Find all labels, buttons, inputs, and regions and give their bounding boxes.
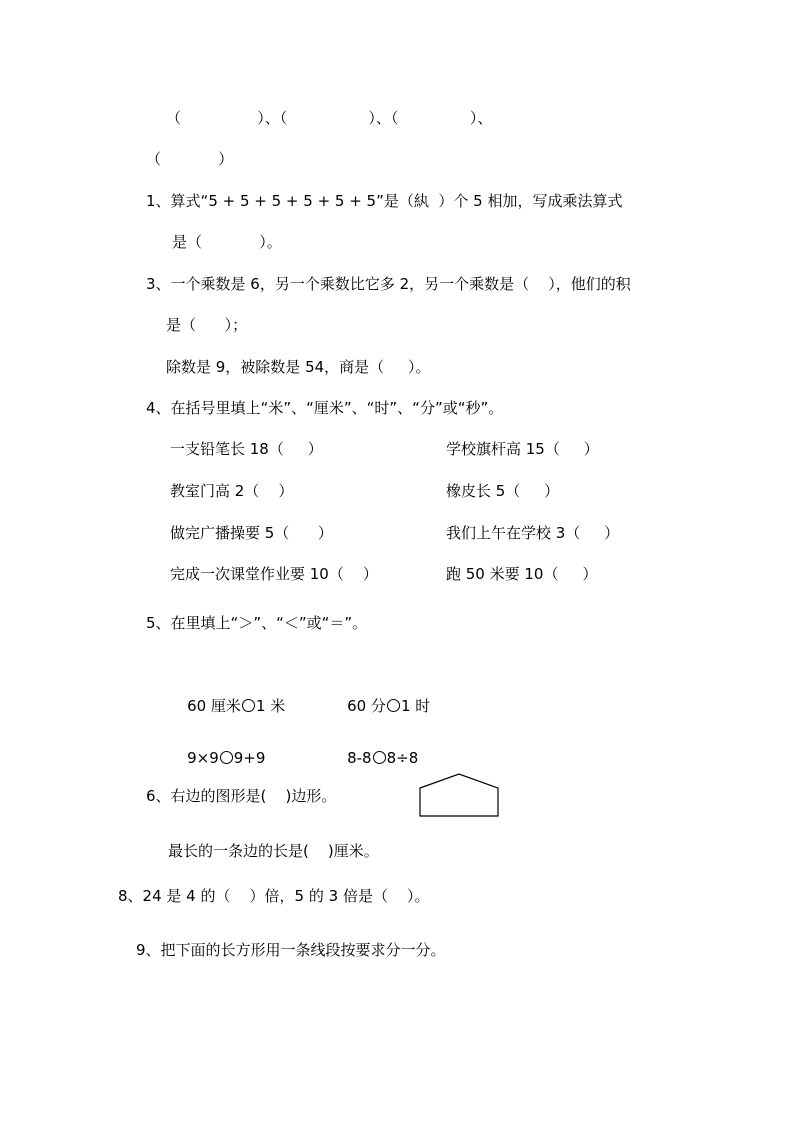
question-6-line-1: 6、右边的图形是( )边形。: [146, 787, 337, 805]
blank-row-2: （ ）: [146, 150, 234, 168]
circle-blank-icon: [242, 699, 255, 712]
comparison-right: 1 米: [255, 697, 286, 715]
comparison-right: 1 时: [400, 697, 431, 715]
question-4-title: 4、在括号里填上“米”、“厘米”、“时”、“分”或“秒”。: [146, 399, 504, 417]
comparison-3: [168, 728, 265, 788]
question-3-line-2: 是（ ）；: [166, 316, 248, 334]
comparison-2: [328, 676, 430, 736]
question-1-line-2: 是（ ）。: [172, 233, 282, 251]
comparison-1: [168, 676, 285, 736]
q4-item: 跑 50 米要 10（ ）: [446, 565, 598, 583]
question-9: 9、把下面的长方形用一条线段按要求分一分。: [136, 941, 446, 959]
pentagon-figure: [418, 772, 500, 818]
q4-item: 完成一次课堂作业要 10（ ）: [170, 565, 378, 583]
comparison-right: 9+9: [233, 749, 266, 767]
circle-blank-icon: [387, 699, 400, 712]
q4-item: 一支铅笔长 18（ ）: [170, 440, 323, 458]
comparison-left: 9×9: [187, 749, 219, 767]
comparison-left: 60 厘米: [187, 697, 241, 715]
q4-item: 橡皮长 5（ ）: [446, 482, 560, 500]
question-6-line-2: 最长的一条边的长是( )厘米。: [168, 842, 379, 860]
blank-row-1: （ ）、（ ）、（ ）、: [166, 109, 493, 127]
question-3-line-1: 3、一个乘数是 6，另一个乘数比它多 2，另一个乘数是（ ），他们的积: [146, 275, 631, 293]
comparison-left: 8-8: [347, 749, 372, 767]
question-1-line-1: 1、算式“5 + 5 + 5 + 5 + 5 + 5”是（紈 ）个 5 相加，写成乘法算式: [146, 192, 623, 210]
q4-item: 学校旗杆高 15（ ）: [446, 440, 599, 458]
comparison-4: [328, 728, 418, 788]
q4-item: 我们上午在学校 3（ ）: [446, 524, 620, 542]
question-3-line-3: 除数是 9，被除数是 54，商是（ ）。: [166, 358, 431, 376]
comparison-right: 8÷8: [386, 749, 419, 767]
question-5-title: 5、在里填上“＞”、“＜”或“＝”。: [146, 614, 368, 632]
question-8: 8、24 是 4 的（ ）倍，5 的 3 倍是（ ）。: [118, 887, 430, 905]
circle-blank-icon: [373, 751, 386, 764]
q4-item: 教室门高 2（ ）: [170, 482, 294, 500]
comparison-left: 60 分: [347, 697, 386, 715]
q4-item: 做完广播操要 5（ ）: [170, 524, 333, 542]
circle-blank-icon: [220, 751, 233, 764]
